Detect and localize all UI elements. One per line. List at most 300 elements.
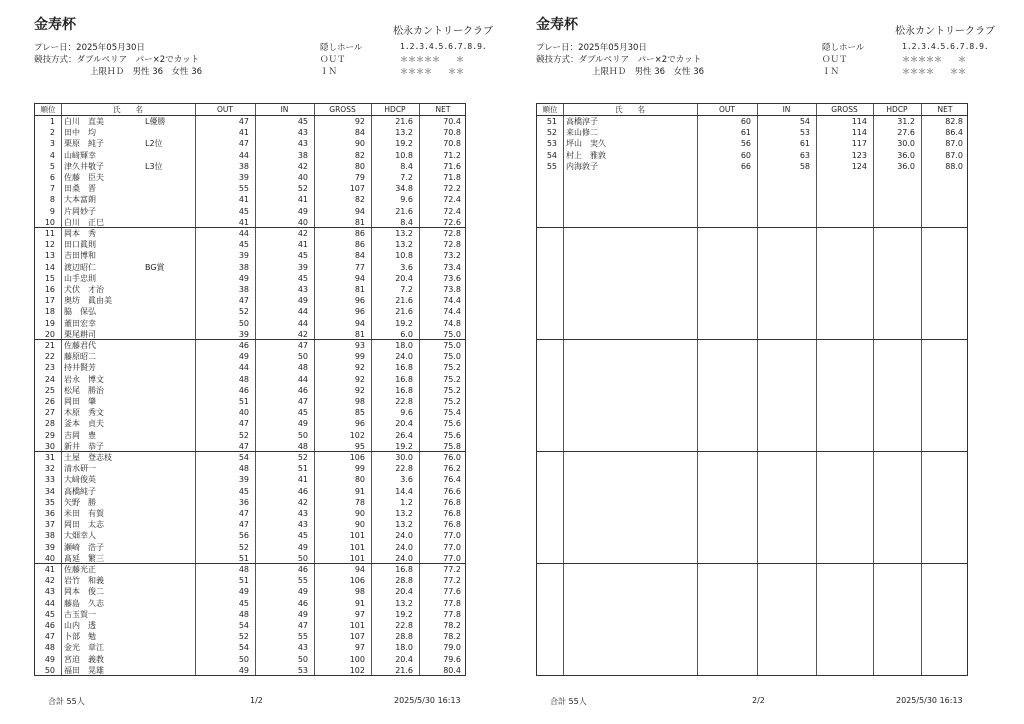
player-name-cell: 大畑幸人 — [64, 531, 96, 541]
rank-cell: 28 — [44, 419, 55, 429]
gross-score-cell: 80 — [354, 161, 365, 171]
player-name-cell: 髙延 繁三 — [64, 553, 104, 563]
net-score-cell: 77.6 — [443, 587, 461, 597]
rank-cell: 39 — [44, 542, 55, 552]
rank-cell: 32 — [44, 464, 55, 474]
out-score-cell: 46 — [238, 385, 249, 395]
out-score-cell: 55 — [238, 184, 249, 194]
net-score-cell: 71.2 — [443, 150, 461, 160]
gross-score-cell: 81 — [354, 329, 365, 339]
rank-cell: 33 — [44, 475, 55, 485]
gross-score-cell: 101 — [349, 621, 365, 630]
out-score-cell: 51 — [238, 576, 249, 586]
in-score-cell: 53 — [799, 128, 810, 138]
player-name-cell: 金光 章江 — [64, 643, 104, 653]
out-score-cell: 41 — [238, 195, 249, 205]
rank-cell: 29 — [44, 430, 55, 440]
in-score-cell: 43 — [297, 520, 308, 530]
net-score-cell: 70.4 — [443, 117, 461, 126]
hdcp-cell: 22.8 — [395, 397, 413, 406]
in-score-cell: 44 — [297, 318, 308, 328]
player-name-cell: 片岡妙子 — [64, 206, 96, 216]
out-score-cell: 52 — [238, 632, 249, 642]
rank-cell: 6 — [49, 173, 55, 182]
gross-score-cell: 82 — [354, 150, 365, 160]
out-score-cell: 38 — [238, 161, 249, 171]
rank-cell: 40 — [44, 553, 55, 563]
in-score-cell: 43 — [297, 643, 308, 653]
award-cell: L優勝 — [145, 117, 166, 126]
table-row — [35, 609, 465, 620]
out-score-cell: 39 — [238, 329, 249, 339]
club-name: 松永カントリークラブ — [393, 26, 493, 37]
out-score-cell: 46 — [238, 341, 249, 350]
net-score-cell: 72.2 — [443, 184, 461, 194]
net-score-cell: 71.6 — [443, 161, 461, 171]
player-name-cell: 田口眞則 — [64, 240, 96, 250]
in-score-cell: 50 — [297, 430, 308, 440]
out-score-cell: 36 — [238, 497, 249, 507]
player-name-cell: 岩永 博文 — [64, 374, 104, 384]
gross-score-cell: 106 — [349, 453, 365, 462]
player-name-cell: 高橋純子 — [64, 486, 96, 496]
hdcp-cell: 19.2 — [395, 139, 413, 149]
out-score-cell: 45 — [238, 486, 249, 496]
player-name-cell: 矢野 勝 — [64, 497, 96, 507]
rank-cell: 14 — [44, 262, 55, 272]
out-score-cell: 66 — [740, 161, 751, 171]
hdcp-cell: 16.8 — [395, 363, 413, 373]
out-score-cell: 39 — [238, 173, 249, 182]
rank-cell: 7 — [49, 184, 55, 194]
net-score-cell: 75.8 — [443, 441, 461, 451]
table-row — [35, 519, 465, 530]
player-name-cell: 大本富朗 — [64, 195, 96, 205]
hdcp-cell: 10.8 — [395, 150, 413, 160]
table-row — [35, 396, 465, 407]
results-table — [536, 103, 968, 676]
player-name-cell: 岡田 肇 — [64, 397, 96, 406]
out-score-cell: 49 — [238, 273, 249, 283]
out-score-cell: 54 — [238, 453, 249, 462]
player-name-cell: 大﨑俊英 — [64, 475, 96, 485]
table-row — [35, 542, 465, 553]
rank-cell: 36 — [44, 509, 55, 518]
net-score-cell: 82.8 — [945, 117, 963, 126]
net-score-cell: 75.4 — [443, 408, 461, 418]
out-score-cell: 54 — [238, 621, 249, 630]
hdcp-cell: 13.2 — [395, 128, 413, 138]
hdcp-cell: 3.6 — [400, 262, 413, 272]
table-row — [537, 150, 967, 161]
rank-cell: 21 — [44, 341, 55, 350]
out-score-cell: 52 — [238, 542, 249, 552]
table-row — [35, 463, 465, 474]
gross-score-cell: 94 — [354, 206, 365, 216]
out-score-cell: 60 — [740, 117, 751, 126]
rank-cell: 54 — [546, 150, 557, 160]
hdcp-cell: 27.6 — [897, 128, 915, 138]
rank-cell: 13 — [44, 251, 55, 261]
in-score-cell: 42 — [297, 497, 308, 507]
net-score-cell: 72.4 — [443, 206, 461, 216]
player-name-cell: 藤原昭二 — [64, 352, 96, 362]
report-title: 金寿杯 — [34, 17, 76, 33]
column-header: NET — [937, 105, 953, 114]
column-divider — [921, 104, 922, 675]
in-score-cell: 52 — [297, 184, 308, 194]
table-row — [35, 486, 465, 497]
net-score-cell: 74.8 — [443, 318, 461, 328]
table-row — [35, 620, 465, 631]
column-divider — [757, 104, 758, 675]
rank-cell: 20 — [44, 329, 55, 339]
footer-timestamp: 2025/5/30 16:13 — [394, 696, 461, 705]
rank-cell: 3 — [49, 139, 55, 149]
group-separator — [537, 451, 967, 452]
net-score-cell: 76.8 — [443, 497, 461, 507]
rank-cell: 22 — [44, 352, 55, 362]
in-score-cell: 43 — [297, 285, 308, 294]
hdcp-cell: 8.4 — [400, 217, 413, 227]
in-score-cell: 49 — [297, 587, 308, 597]
rank-cell: 48 — [44, 643, 55, 653]
hdcp-cell: 20.4 — [395, 419, 413, 429]
column-header: HDCP — [384, 105, 406, 114]
table-header — [35, 104, 465, 116]
gross-score-cell: 96 — [354, 307, 365, 317]
out-score-cell: 47 — [238, 419, 249, 429]
rank-cell: 44 — [44, 598, 55, 608]
out-score-cell: 56 — [238, 531, 249, 541]
in-score-cell: 43 — [297, 509, 308, 518]
out-score-cell: 48 — [238, 374, 249, 384]
table-row — [35, 430, 465, 441]
rank-cell: 55 — [546, 161, 557, 171]
hdcp-cell: 30.0 — [395, 453, 413, 462]
table-row — [35, 161, 465, 172]
gross-score-cell: 97 — [354, 643, 365, 653]
hdcp-cell: 9.6 — [400, 408, 413, 418]
rank-cell: 8 — [49, 195, 55, 205]
gross-score-cell: 91 — [354, 598, 365, 608]
table-row — [35, 474, 465, 485]
table-row — [537, 127, 967, 138]
table-row — [35, 183, 465, 194]
player-name-cell: 藤島 久志 — [64, 598, 104, 608]
gross-score-cell: 82 — [354, 195, 365, 205]
hdcp-cell: 16.8 — [395, 385, 413, 395]
rank-cell: 45 — [44, 609, 55, 619]
results-table — [34, 103, 466, 676]
gross-score-cell: 100 — [349, 654, 365, 664]
player-name-cell: 津久井敬子 — [64, 161, 104, 171]
in-score-cell: 49 — [297, 419, 308, 429]
out-score-cell: 56 — [740, 139, 751, 149]
column-header: OUT — [217, 105, 233, 114]
column-header: OUT — [719, 105, 735, 114]
gross-score-cell: 96 — [354, 419, 365, 429]
award-cell: L3位 — [145, 161, 163, 171]
in-score-cell: 54 — [799, 117, 810, 126]
out-score-cell: 47 — [238, 139, 249, 149]
table-row — [537, 116, 967, 127]
out-score-cell: 45 — [238, 598, 249, 608]
club-name: 松永カントリークラブ — [895, 26, 995, 37]
out-score-cell: 54 — [238, 643, 249, 653]
table-row — [537, 138, 967, 149]
table-row — [35, 631, 465, 642]
player-name-cell: 岡本 俊二 — [64, 587, 104, 597]
player-name-cell: 土屋 登志枝 — [64, 453, 112, 462]
rank-cell: 25 — [44, 385, 55, 395]
net-score-cell: 76.4 — [443, 475, 461, 485]
gross-score-cell: 78 — [354, 497, 365, 507]
player-name-cell: 脇 保弘 — [64, 307, 96, 317]
hdcp-cell: 21.6 — [395, 296, 413, 306]
out-score-cell: 49 — [238, 587, 249, 597]
hidden-holes-label: 隠しホール — [822, 43, 865, 53]
table-row — [35, 138, 465, 149]
gross-score-cell: 90 — [354, 520, 365, 530]
in-label: ＩＮ — [822, 67, 840, 77]
hdcp-cell: 9.6 — [400, 195, 413, 205]
out-score-cell: 41 — [238, 217, 249, 227]
rank-cell: 23 — [44, 363, 55, 373]
in-score-cell: 44 — [297, 374, 308, 384]
gross-score-cell: 101 — [349, 553, 365, 563]
player-name-cell: 米田 有賀 — [64, 509, 104, 518]
rank-cell: 15 — [44, 273, 55, 283]
group-separator — [537, 563, 967, 564]
rank-cell: 37 — [44, 520, 55, 530]
hdcp-cell: 30.0 — [897, 139, 915, 149]
player-name-cell: 高橋淳子 — [566, 117, 598, 126]
rank-cell: 52 — [546, 128, 557, 138]
rank-cell: 51 — [546, 117, 557, 126]
hdcp-cell: 31.2 — [897, 117, 915, 126]
player-name-cell: 佐藤 臣夫 — [64, 173, 104, 182]
out-label: ＯＵＴ — [320, 55, 346, 65]
rank-cell: 1 — [49, 117, 55, 126]
out-score-cell: 45 — [238, 240, 249, 250]
table-row — [35, 642, 465, 653]
footer-page-number: 1/2 — [250, 696, 263, 705]
player-name-cell: 山内 透 — [64, 621, 96, 630]
handicap-limit: 上限ＨＤ 男性 36 女性 36 — [592, 67, 705, 77]
hdcp-cell: 20.4 — [395, 273, 413, 283]
hdcp-cell: 7.2 — [400, 173, 413, 182]
in-score-cell: 49 — [297, 542, 308, 552]
in-score-cell: 48 — [297, 441, 308, 451]
play-date: プレー日：2025年05月30日 — [536, 43, 647, 53]
net-score-cell: 78.2 — [443, 632, 461, 642]
hdcp-cell: 18.0 — [395, 341, 413, 350]
net-score-cell: 75.0 — [443, 329, 461, 339]
in-score-cell: 53 — [297, 665, 308, 675]
in-score-cell: 47 — [297, 621, 308, 630]
net-score-cell: 80.4 — [443, 665, 461, 675]
out-score-cell: 60 — [740, 150, 751, 160]
out-score-cell: 51 — [238, 397, 249, 406]
table-row — [35, 553, 465, 564]
in-score-cell: 40 — [297, 217, 308, 227]
rank-cell: 49 — [44, 654, 55, 664]
player-name-cell: 白川 正巳 — [64, 217, 104, 227]
gross-score-cell: 102 — [349, 665, 365, 675]
in-score-cell: 42 — [297, 161, 308, 171]
out-score-cell: 50 — [238, 318, 249, 328]
in-score-cell: 43 — [297, 139, 308, 149]
rank-cell: 35 — [44, 497, 55, 507]
hdcp-cell: 24.0 — [395, 542, 413, 552]
in-score-cell: 38 — [297, 150, 308, 160]
hdcp-cell: 24.0 — [395, 531, 413, 541]
column-header: HDCP — [886, 105, 908, 114]
player-name-cell: 内海敦子 — [566, 161, 598, 171]
hidden-holes-label: 隠しホール — [320, 43, 363, 53]
table-row — [35, 340, 465, 351]
net-score-cell: 76.8 — [443, 509, 461, 518]
footer-timestamp: 2025/5/30 16:13 — [896, 696, 963, 705]
table-row — [35, 306, 465, 317]
in-score-cell: 50 — [297, 654, 308, 664]
competition-format: 競技方式：ダブルペリア パー×2でカット — [536, 55, 702, 65]
player-name-cell: 山﨑輝幸 — [64, 150, 96, 160]
gross-score-cell: 101 — [349, 542, 365, 552]
player-name-cell: 新井 恭子 — [64, 441, 104, 451]
award-cell: BG賞 — [145, 262, 165, 272]
net-score-cell: 77.0 — [443, 531, 461, 541]
net-score-cell: 72.4 — [443, 195, 461, 205]
out-score-cell: 47 — [238, 509, 249, 518]
in-marks: ＊＊＊＊ ＊＊ — [902, 67, 966, 76]
gross-score-cell: 79 — [354, 173, 365, 182]
net-score-cell: 77.2 — [443, 576, 461, 586]
net-score-cell: 75.2 — [443, 374, 461, 384]
gross-score-cell: 86 — [354, 229, 365, 238]
rank-cell: 53 — [546, 139, 557, 149]
net-score-cell: 77.0 — [443, 553, 461, 563]
gross-score-cell: 94 — [354, 273, 365, 283]
net-score-cell: 87.0 — [945, 139, 963, 149]
gross-score-cell: 102 — [349, 430, 365, 440]
in-score-cell: 50 — [297, 352, 308, 362]
player-name-cell: 古玉賀一 — [64, 609, 96, 619]
gross-score-cell: 85 — [354, 408, 365, 418]
net-score-cell: 77.8 — [443, 598, 461, 608]
out-score-cell: 47 — [238, 520, 249, 530]
player-name-cell: 栗尾耕司 — [64, 329, 96, 339]
net-score-cell: 73.2 — [443, 251, 461, 261]
gross-score-cell: 81 — [354, 285, 365, 294]
rank-cell: 5 — [49, 161, 55, 171]
net-score-cell: 74.4 — [443, 296, 461, 306]
hdcp-cell: 19.2 — [395, 441, 413, 451]
net-score-cell: 87.0 — [945, 150, 963, 160]
rank-cell: 27 — [44, 408, 55, 418]
player-name-cell: 吉田博和 — [64, 251, 96, 261]
hdcp-cell: 7.2 — [400, 285, 413, 294]
in-score-cell: 41 — [297, 195, 308, 205]
column-header: 氏 名 — [113, 105, 143, 114]
table-row — [35, 206, 465, 217]
gross-score-cell: 96 — [354, 296, 365, 306]
gross-score-cell: 92 — [354, 374, 365, 384]
gross-score-cell: 97 — [354, 609, 365, 619]
hdcp-cell: 3.6 — [400, 475, 413, 485]
hdcp-cell: 13.2 — [395, 520, 413, 530]
in-score-cell: 46 — [297, 385, 308, 395]
gross-score-cell: 84 — [354, 128, 365, 138]
hidden-holes-value: 1.2.3.4.5.6.7.8.9. — [400, 42, 487, 51]
in-marks: ＊＊＊＊ ＊＊ — [400, 67, 464, 76]
award-cell: L2位 — [145, 139, 163, 149]
hdcp-cell: 13.2 — [395, 509, 413, 518]
table-row — [35, 194, 465, 205]
table-row — [35, 530, 465, 541]
in-score-cell: 55 — [297, 632, 308, 642]
table-row — [35, 295, 465, 306]
rank-cell: 4 — [49, 150, 55, 160]
rank-cell: 24 — [44, 374, 55, 384]
hdcp-cell: 20.4 — [395, 654, 413, 664]
in-score-cell: 49 — [297, 296, 308, 306]
net-score-cell: 75.2 — [443, 363, 461, 373]
footer-page-number: 2/2 — [752, 696, 765, 705]
rank-cell: 34 — [44, 486, 55, 496]
net-score-cell: 75.0 — [443, 352, 461, 362]
hdcp-cell: 10.8 — [395, 251, 413, 261]
hdcp-cell: 28.8 — [395, 632, 413, 642]
gross-score-cell: 99 — [354, 352, 365, 362]
net-score-cell: 70.8 — [443, 139, 461, 149]
in-score-cell: 41 — [297, 475, 308, 485]
player-name-cell: 岩竹 和義 — [64, 576, 104, 586]
rank-cell: 19 — [44, 318, 55, 328]
player-name-cell: 清水研一 — [64, 464, 96, 474]
in-score-cell: 48 — [297, 363, 308, 373]
rank-cell: 50 — [44, 665, 55, 675]
in-score-cell: 46 — [297, 565, 308, 574]
player-name-cell: 松尾 勝治 — [64, 385, 104, 395]
gross-score-cell: 81 — [354, 217, 365, 227]
hdcp-cell: 13.2 — [395, 240, 413, 250]
in-score-cell: 47 — [297, 397, 308, 406]
out-score-cell: 39 — [238, 475, 249, 485]
in-score-cell: 43 — [297, 128, 308, 138]
out-score-cell: 49 — [238, 665, 249, 675]
rank-cell: 42 — [44, 576, 55, 586]
hdcp-cell: 20.4 — [395, 587, 413, 597]
in-score-cell: 61 — [799, 139, 810, 149]
hdcp-cell: 8.4 — [400, 161, 413, 171]
table-row — [537, 161, 967, 172]
player-name-cell: 持井賢芳 — [64, 363, 96, 373]
table-row — [35, 116, 465, 127]
hdcp-cell: 28.8 — [395, 576, 413, 586]
results-page-1 — [18, 0, 518, 724]
handicap-limit: 上限ＨＤ 男性 36 女性 36 — [90, 67, 203, 77]
out-score-cell: 48 — [238, 565, 249, 574]
player-name-cell: 岡本 秀 — [64, 229, 96, 238]
out-score-cell: 44 — [238, 150, 249, 160]
in-score-cell: 47 — [297, 341, 308, 350]
gross-score-cell: 94 — [354, 318, 365, 328]
rank-cell: 46 — [44, 621, 55, 630]
player-name-cell: 木原 秀文 — [64, 408, 104, 418]
hdcp-cell: 13.2 — [395, 598, 413, 608]
